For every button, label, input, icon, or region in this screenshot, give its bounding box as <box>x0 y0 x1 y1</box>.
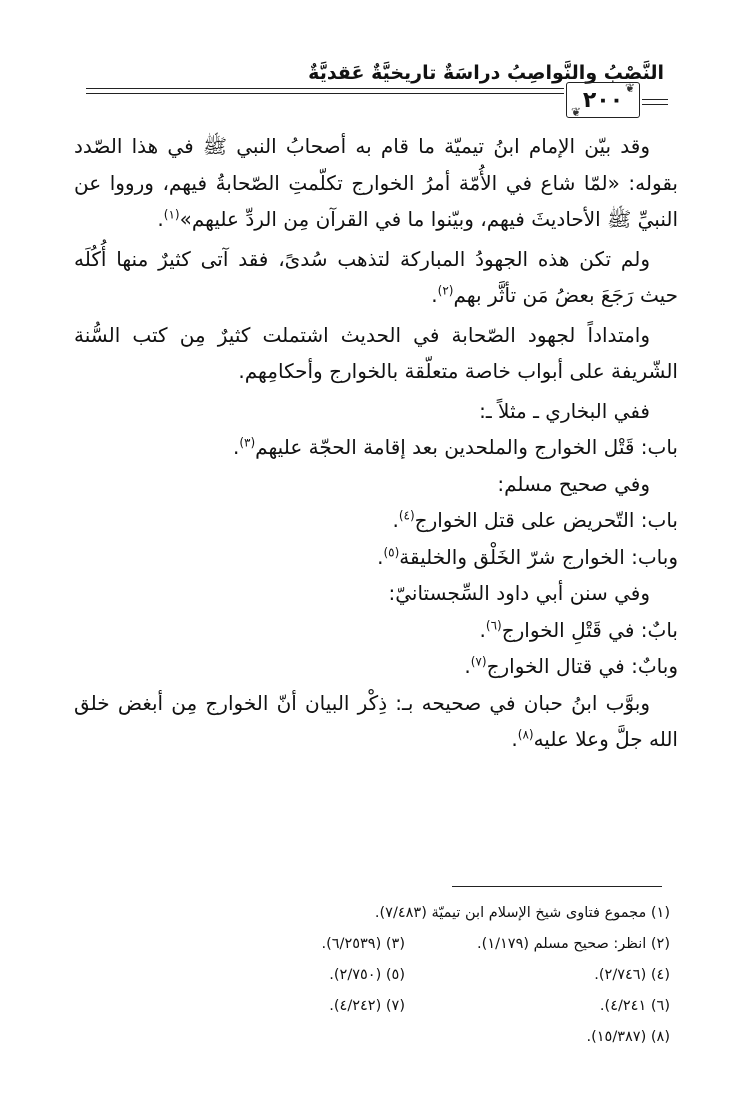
header-rule-short-2 <box>642 104 668 105</box>
footnote-2: (٢) انظر: صحيح مسلم (١/١٧٩). <box>477 936 670 952</box>
ornament-icon: ❦ <box>624 81 635 95</box>
line-abudawud: وفي سنن أبي داود السِّجستانيّ: <box>388 581 650 605</box>
line-bab-1 <box>74 429 678 466</box>
footnote-ref-3: (٣) <box>239 435 256 450</box>
footnote-ref-4: (٤) <box>398 508 415 523</box>
footnote-5: (٥) (٢/٧٥٠). <box>329 967 405 983</box>
line-bab-4 <box>74 612 678 649</box>
paragraph-1-end: . <box>157 207 164 231</box>
bab-3-end: . <box>377 544 384 569</box>
footnotes <box>140 898 670 1053</box>
header-rule-lower <box>86 93 564 94</box>
paragraph-4 <box>74 685 678 758</box>
line-bab-2 <box>74 502 678 539</box>
main-text <box>74 128 678 761</box>
footnote-ref-7: (٧) <box>470 654 487 669</box>
bab-5-text: وبابٌ: في قتال الخوارج <box>486 654 678 678</box>
footnote-1: (١) مجموع فتاوى شيخ الإسلام ابن تيميّة (٧/٤٨٣). <box>374 905 670 921</box>
paragraph-4-text: وبوَّب ابنُ حبان في صحيحه بـ: ذِكْر البيان أنّ الخوارج مِن أبغض خلق الله جلَّ وعلا عليه <box>74 690 678 751</box>
bab-4-text: بابٌ: في قَتْلِ الخوارج <box>501 617 678 642</box>
paragraph-3: وامتداداً لجهود الصّحابة في الحديث اشتملت كثيرٌ مِن كتب السُّنة الشّريفة على أبواب خاصة متعلّقة بالخوارج وأحكامِهم. <box>74 322 678 383</box>
line-bab-3 <box>74 539 678 576</box>
footnote-row-2 <box>140 929 670 960</box>
bab-3-text: وباب: الخوارج شرّ الخَلْق والخليقة <box>399 544 678 569</box>
footnote-row-4 <box>140 991 670 1022</box>
footnote-ref-2: (٢) <box>437 283 454 298</box>
footnote-8: (٨) (١٥/٣٨٧). <box>586 1029 670 1045</box>
footnote-7: (٧) (٤/٢٤٢). <box>329 998 405 1014</box>
footnote-row-3 <box>140 960 670 991</box>
page-number-box <box>566 82 640 118</box>
paragraph-1-text: وقد بيّن الإمام ابنُ تيميّة ما قام به أصحابُ النبي ﷺ في هذا الصّدد بقوله: «لمّا شاع في الأُمّة أمرُ الخوارج تكلّمتِ الصّحابةُ فيهم، ورووا عن النبيِّ ﷺ الأحاديثَ فيهم، وبيّنوا ما في القرآن مِن الردِّ عليهم» <box>74 134 678 231</box>
ornament-icon: ❦ <box>571 105 582 119</box>
running-title: النَّصْبُ والنَّواصِبُ دراسَةٌ تاريخيَّةٌ عَقديَّةٌ <box>308 62 664 84</box>
bab-4-end: . <box>479 617 486 642</box>
footnote-separator <box>452 886 662 887</box>
paragraph-2 <box>74 241 678 314</box>
footnote-4: (٤) (٢/٧٤٦). <box>594 967 670 983</box>
footnote-ref-6: (٦) <box>485 617 502 632</box>
bab-5-end: . <box>464 654 471 678</box>
bab-1-end: . <box>232 435 240 459</box>
paragraph-2-text: ولم تكن هذه الجهودُ المباركة لتذهب سُدىً، فقد آتى كثيرٌ منها أُكُلَه حيث رَجَعَ بعضُ مَن تأثَّر بهم <box>74 246 678 307</box>
line-bab-5 <box>74 648 678 685</box>
line-bukhari: ففي البخاري ـ مثلاً ـ: <box>479 398 650 423</box>
header-rule-upper <box>86 88 564 89</box>
bab-1-text: باب: قَتْل الخوارج والملحدين بعد إقامة الحجّة عليهم <box>255 435 678 459</box>
page-number: ٢٠٠ <box>582 87 624 113</box>
footnote-6: (٦) ٤/٢٤١). <box>599 998 670 1014</box>
footnote-3: (٣) (٦/٢٥٣٩). <box>321 936 405 952</box>
bab-2-text: باب: التّحريض على قتل الخوارج <box>414 508 678 532</box>
footnote-ref-5: (٥) <box>383 544 400 559</box>
line-muslim: وفي صحيح مسلم: <box>497 471 650 496</box>
header-rule-short-1 <box>642 99 668 100</box>
paragraph-2-end: . <box>431 283 438 307</box>
bab-2-end: . <box>392 508 399 532</box>
footnote-ref-8: (٨) <box>517 727 534 742</box>
paragraph-1 <box>74 128 678 238</box>
paragraph-4-end: . <box>511 727 518 751</box>
footnote-ref-1: (١) <box>163 207 180 222</box>
